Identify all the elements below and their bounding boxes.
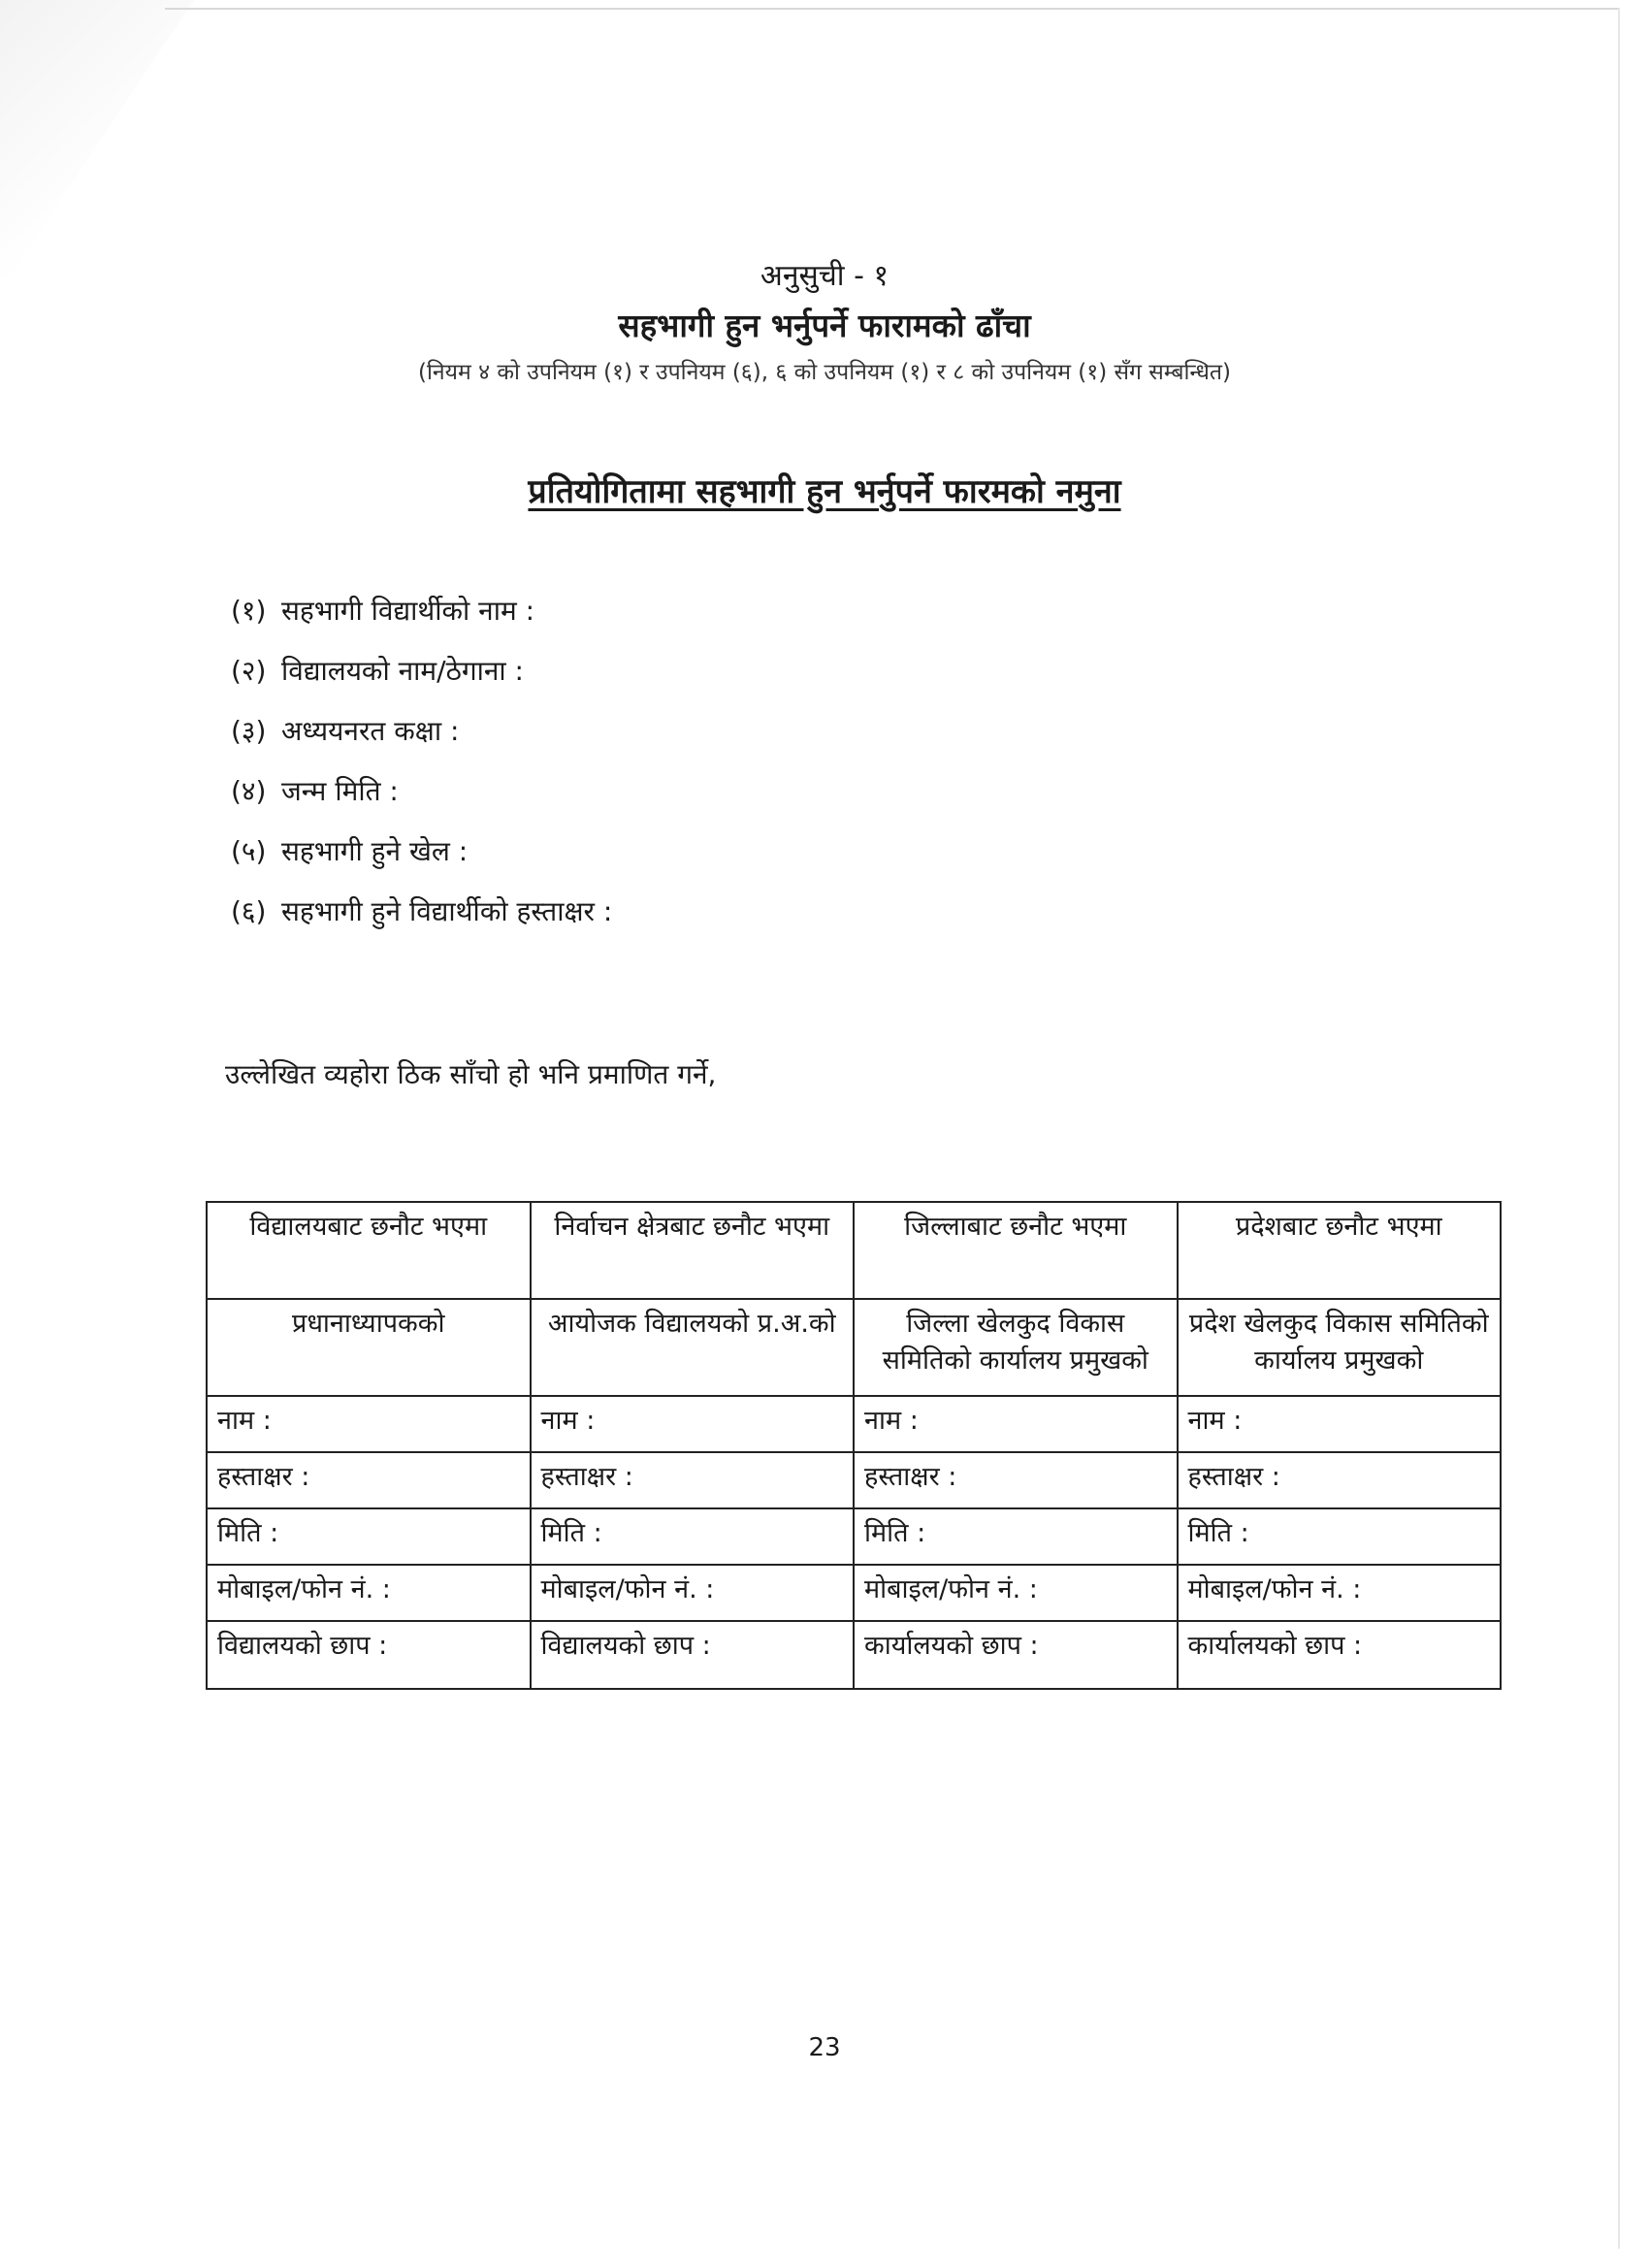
- field-label: विद्यालयको नाम/ठेगाना :: [281, 655, 524, 687]
- stamp-cell: कार्यालयको छाप :: [854, 1621, 1178, 1689]
- stamp-cell: विद्यालयको छाप :: [207, 1621, 531, 1689]
- sample-heading: [0, 468, 1649, 512]
- name-cell: नाम :: [531, 1396, 855, 1452]
- field-label: जन्म मिति :: [281, 775, 399, 807]
- date-cell: मिति :: [854, 1508, 1178, 1565]
- phone-cell: मोबाइल/फोन नं. :: [854, 1565, 1178, 1621]
- field-label: सहभागी हुने खेल :: [281, 835, 469, 867]
- annex-label: अनुसुची - १: [760, 259, 889, 293]
- paper-edge-top: [165, 8, 1620, 10]
- field-student-signature: [231, 892, 612, 953]
- phone-cell: मोबाइल/फोन नं. :: [531, 1565, 855, 1621]
- table-row-date: [207, 1508, 1501, 1565]
- table-header-row: [207, 1202, 1501, 1299]
- table-row-phone: [207, 1565, 1501, 1621]
- certification-table: [206, 1201, 1502, 1690]
- form-fields: [231, 592, 612, 953]
- table-authority-row: [207, 1299, 1501, 1396]
- authority-cell: प्रधानाध्यापकको: [207, 1299, 531, 1396]
- stamp-cell: कार्यालयको छाप :: [1178, 1621, 1502, 1689]
- field-label: सहभागी विद्यार्थीको नाम :: [281, 595, 535, 627]
- authority-cell: प्रदेश खेलकुद विकास समितिको कार्यालय प्रमुखको: [1178, 1299, 1502, 1396]
- page-fold-corner: [0, 0, 194, 291]
- rule-reference: (नियम ४ को उपनियम (१) र उपनियम (६), ६ को उपनियम (१) र ८ को उपनियम (१) सँग सम्बन्धित): [417, 360, 1232, 385]
- field-label: सहभागी हुने विद्यार्थीको हस्ताक्षर :: [281, 895, 613, 927]
- sample-heading-text: प्रतियोगितामा सहभागी हुन भर्नुपर्ने फारमको नमुना: [528, 472, 1121, 511]
- date-cell: मिति :: [1178, 1508, 1502, 1565]
- field-number: (३): [231, 715, 267, 747]
- field-number: (४): [231, 775, 267, 807]
- name-cell: नाम :: [854, 1396, 1178, 1452]
- header-province: प्रदेशबाट छनौट भएमा: [1178, 1202, 1502, 1299]
- phone-cell: मोबाइल/फोन नं. :: [1178, 1565, 1502, 1621]
- field-number: (५): [231, 835, 267, 867]
- field-number: (१): [231, 595, 267, 627]
- verification-text: उल्लेखित व्यहोरा ठिक साँचो हो भनि प्रमाणित गर्ने,: [225, 1058, 717, 1090]
- table-row-stamp: [207, 1621, 1501, 1689]
- field-label: अध्ययनरत कक्षा :: [281, 715, 460, 747]
- page-number: 23: [808, 2033, 841, 2062]
- field-number: (६): [231, 895, 267, 927]
- date-cell: मिति :: [531, 1508, 855, 1565]
- header-school: विद्यालयबाट छनौट भएमा: [207, 1202, 531, 1299]
- table-row-name: [207, 1396, 1501, 1452]
- table-row-signature: [207, 1452, 1501, 1508]
- signature-cell: हस्ताक्षर :: [854, 1452, 1178, 1508]
- name-cell: नाम :: [1178, 1396, 1502, 1452]
- stamp-cell: विद्यालयको छाप :: [531, 1621, 855, 1689]
- name-cell: नाम :: [207, 1396, 531, 1452]
- form-title: सहभागी हुन भर्नुपर्ने फारामको ढाँचा: [618, 307, 1031, 344]
- field-class: [231, 712, 612, 772]
- phone-cell: मोबाइल/फोन नं. :: [207, 1565, 531, 1621]
- field-number: (२): [231, 655, 267, 687]
- field-student-name: [231, 592, 612, 652]
- header-constituency: निर्वाचन क्षेत्रबाट छनौट भएमा: [531, 1202, 855, 1299]
- authority-cell: जिल्ला खेलकुद विकास समितिको कार्यालय प्रमुखको: [854, 1299, 1178, 1396]
- field-school-name-address: [231, 652, 612, 712]
- signature-cell: हस्ताक्षर :: [1178, 1452, 1502, 1508]
- field-birth-date: [231, 772, 612, 832]
- signature-cell: हस्ताक्षर :: [207, 1452, 531, 1508]
- date-cell: मिति :: [207, 1508, 531, 1565]
- header-district: जिल्लाबाट छनौट भएमा: [854, 1202, 1178, 1299]
- signature-cell: हस्ताक्षर :: [531, 1452, 855, 1508]
- authority-cell: आयोजक विद्यालयको प्र.अ.को: [531, 1299, 855, 1396]
- field-sport: [231, 832, 612, 892]
